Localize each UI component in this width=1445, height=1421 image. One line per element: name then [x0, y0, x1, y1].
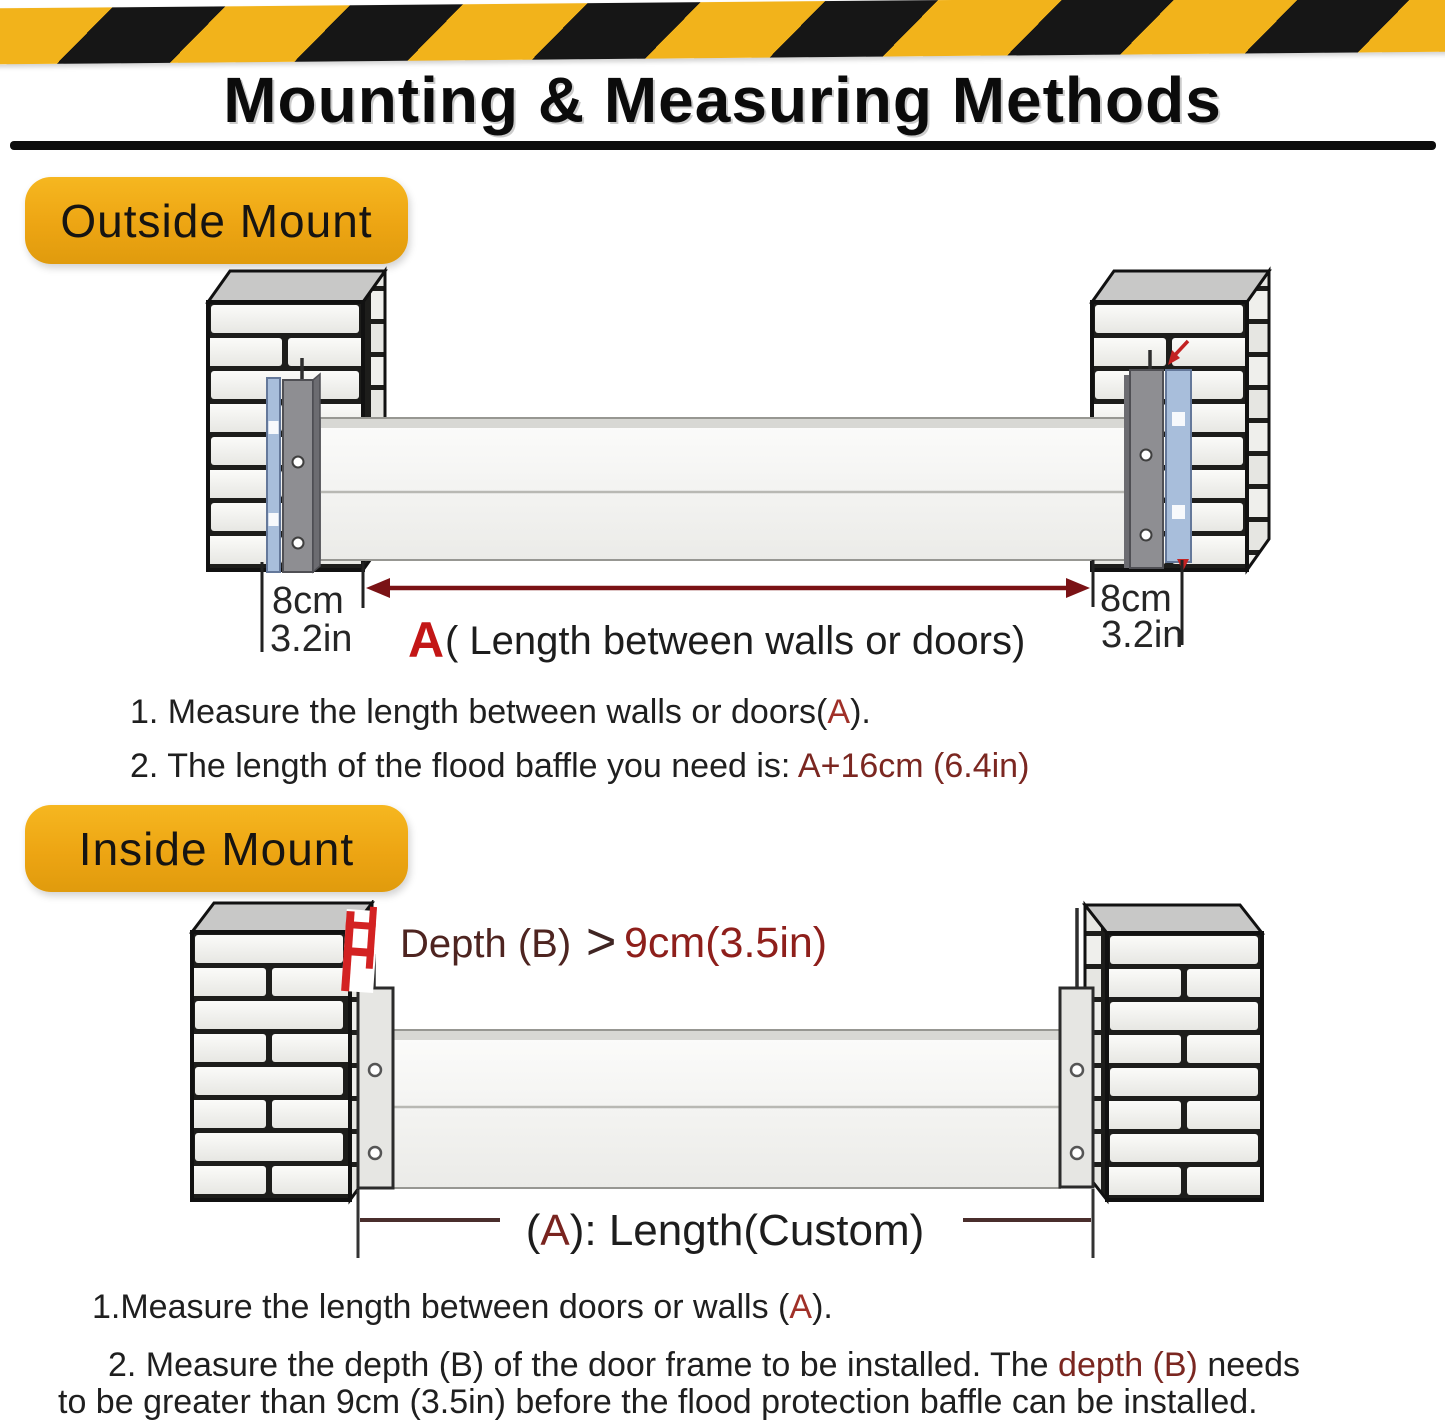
outside-mount-diagram [0, 255, 1445, 670]
right-wall-pillar [1085, 905, 1262, 1200]
depth-value: 9cm(3.5in) [624, 919, 828, 967]
dim-right-cm: 8cm [1100, 578, 1172, 620]
length-label: (A): Length(Custom) [525, 1206, 925, 1255]
span-label-text: ( Length between walls or doors) [445, 619, 1026, 663]
panel-top-cap [394, 1031, 1059, 1040]
outside-step-1: 1. Measure the length between walls or doors(A). [130, 693, 871, 731]
inside-mount-diagram [0, 900, 1445, 1265]
left-mounting-channel [267, 358, 320, 572]
screw-hole [1141, 450, 1152, 461]
screw-hole [293, 538, 304, 549]
greater-than-symbol: > [586, 913, 617, 971]
length-measurement [358, 1189, 1093, 1258]
screw-hole [1141, 530, 1152, 541]
hazard-stripe-band [0, 0, 1445, 64]
dim-left-inch: 3.2in [270, 618, 353, 660]
flood-barrier-panels [393, 1030, 1060, 1188]
screw-hole [369, 1147, 381, 1159]
screw-hole [1071, 1064, 1083, 1076]
inside-step-1: 1.Measure the length between doors or walls (A). [92, 1288, 833, 1326]
outside-mount-badge-label: Outside Mount [60, 194, 373, 247]
width-measurement [262, 560, 1183, 668]
inside-mount-badge [25, 805, 408, 892]
wall-channel-blue [1166, 370, 1191, 562]
panel-top-cap [321, 419, 1131, 428]
screw-hole [1071, 1147, 1083, 1159]
depth-annotation [400, 913, 827, 971]
screw-hole [369, 1064, 381, 1076]
outside-mount-badge [25, 177, 408, 264]
flood-barrier-panels [320, 418, 1132, 560]
page-title: Mounting & Measuring Methods [223, 64, 1222, 136]
inside-step-2-line-1: 2. Measure the depth (B) of the door frame to be installed. The depth (B) needs [108, 1346, 1300, 1384]
right-mounting-channel [1124, 341, 1191, 571]
screw-hole [293, 457, 304, 468]
title-underline [10, 141, 1436, 150]
depth-label: Depth (B) [400, 922, 572, 966]
inside-step-2-line-2: to be greater than 9cm (3.5in) before the flood protection baffle can be installed. [58, 1383, 1258, 1421]
wall-channel-blue [267, 378, 280, 572]
inside-mount-badge-label: Inside Mount [78, 822, 355, 875]
span-label-a: A [408, 612, 445, 668]
depth-gauge [341, 905, 379, 993]
dim-right-inch: 3.2in [1101, 614, 1184, 656]
outside-step-2: 2. The length of the flood baffle you need is: A+16cm (6.4in) [130, 747, 1030, 785]
dim-left-cm: 8cm [272, 580, 344, 622]
